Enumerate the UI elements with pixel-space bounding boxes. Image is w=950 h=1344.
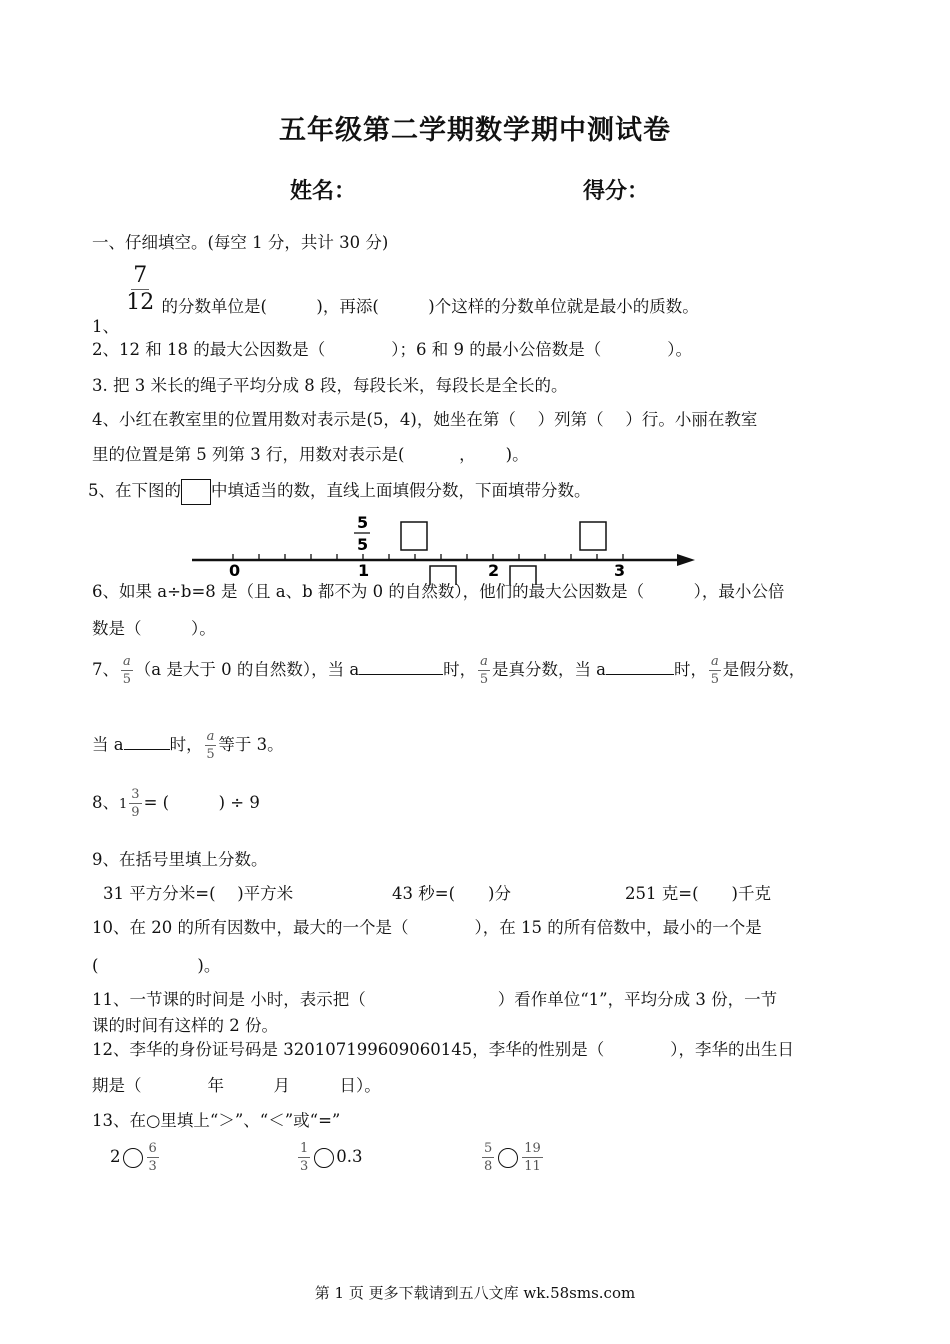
number-line-arrow-icon xyxy=(677,554,695,566)
fraction-3-9: $\frac{3}{9}$ xyxy=(131,787,140,820)
name-label: 姓名： xyxy=(290,179,357,204)
answer-box-top-1 xyxy=(401,522,427,550)
section-heading: 一、仔细填空。(每空 1 分，共计 30 分) xyxy=(92,233,389,252)
question-2: 2、12 和 18 的最大公因数是（ ）；6 和 9 的最小公倍数是（ ）。 xyxy=(92,340,692,359)
answer-box-icon xyxy=(181,479,211,505)
question-13: 13、在○里填上“＞”、“＜”或“=” xyxy=(92,1111,341,1130)
question-11-line1: 11、一节课的时间是 小时，表示把（ ）看作单位“1”，平均分成 3 份，一节 xyxy=(92,990,778,1009)
nl-frac-numerator: 5 xyxy=(357,513,369,532)
fraction-denominator: 12 xyxy=(126,290,155,315)
compare-circle-icon xyxy=(498,1148,518,1168)
fraction-a-5: $\frac{a}{5}$ xyxy=(122,654,132,687)
fraction-7-12 xyxy=(126,265,154,314)
compare-circle-icon xyxy=(123,1148,143,1168)
question-1 xyxy=(92,263,699,336)
q9-item-2: 43 秒=( )分 xyxy=(392,884,511,903)
q13-item-2: $\frac{1}{3}$ 0.3 xyxy=(300,1141,363,1174)
number-line xyxy=(180,510,710,585)
question-7: 7、 $\frac{a}{5}$ （a 是大于 0 的自然数），当 a 时， $\frac{a}{5}$ 是真分数，当 a 时， $\frac{a}{5}$ 是假分数， xyxy=(92,654,806,687)
answer-box-top-2 xyxy=(580,522,606,550)
question-4-line1: 4、小红在教室里的位置用数对表示是(5，4)，她坐在第（ ）列第（ ）行。小丽在教室 xyxy=(92,410,758,429)
compare-circle-icon xyxy=(314,1148,334,1168)
q13-item-3: $\frac{5}{8}$ $\frac{19}{11}$ xyxy=(484,1141,541,1174)
tick-label-0: 0 xyxy=(229,561,241,580)
question-10-line2: ( )。 xyxy=(92,956,221,975)
question-6-line1: 6、如果 a÷b=8 是（且 a、b 都不为 0 的自然数），他们的最大公因数是（ ），最小公倍 xyxy=(92,582,785,601)
blank-line xyxy=(606,660,674,675)
q5-text-post: 中填适当的数，直线上面填假分数，下面填带分数。 xyxy=(211,481,591,500)
q9-item-1: 31 平方分米=( )平方米 xyxy=(103,884,294,903)
fraction-numerator: 7 xyxy=(133,263,148,288)
question-11-line2: 课的时间有这样的 2 份。 xyxy=(92,1016,278,1035)
page-footer: 第 1 页 更多下载请到五八文库 wk.58sms.com xyxy=(314,1284,636,1302)
question-12-line2: 期是（ 年 月 日）。 xyxy=(92,1076,381,1095)
nl-frac-denominator: 5 xyxy=(357,535,369,554)
page-title: 五年级第二学期数学期中测试卷 xyxy=(279,115,671,146)
q13-item-1: 2 $\frac{6}{3}$ xyxy=(110,1141,157,1174)
question-8: 8、1 $\frac{3}{9}$ = ( ) ÷ 9 xyxy=(92,787,260,820)
question-5 xyxy=(88,477,591,505)
tick-label-2: 2 xyxy=(488,561,500,580)
tick-label-3: 3 xyxy=(614,561,626,580)
blank-line xyxy=(359,660,443,675)
question-3: 3. 把 3 米长的绳子平均分成 8 段，每段长米，每段长是全长的。 xyxy=(92,376,568,395)
question-7-line2: 当 a 时， $\frac{a}{5}$ 等于 3。 xyxy=(92,729,284,762)
fraction-a-5: $\frac{a}{5}$ xyxy=(479,654,489,687)
tick-label-1: 1 xyxy=(358,561,370,580)
question-4-line2: 里的位置是第 5 列第 3 行，用数对表示是( ， )。 xyxy=(92,445,529,464)
question-10-line1: 10、在 20 的所有因数中，最大的一个是（ ），在 15 的所有倍数中，最小的一个是 xyxy=(92,918,762,937)
q1-number: 1、 xyxy=(92,317,119,336)
q9-item-3: 251 克=( )千克 xyxy=(625,884,771,903)
fraction-a-5: $\frac{a}{5}$ xyxy=(206,729,215,762)
fraction-a-5: $\frac{a}{5}$ xyxy=(710,654,720,687)
q5-text-pre: 5、在下图的 xyxy=(88,481,181,500)
score-label: 得分： xyxy=(583,179,650,204)
question-6-line2: 数是（ ）。 xyxy=(92,619,216,638)
question-12-line1: 12、李华的身份证号码是 320107199609060145，李华的性别是（ ），李华的出生日 xyxy=(92,1040,794,1059)
q1-text: 的分数单位是( )，再添( )个这样的分数单位就是最小的质数。 xyxy=(161,297,699,316)
blank-line xyxy=(124,735,170,750)
q7-number: 7、 xyxy=(92,660,119,679)
question-9: 9、在括号里填上分数。 xyxy=(92,850,268,869)
